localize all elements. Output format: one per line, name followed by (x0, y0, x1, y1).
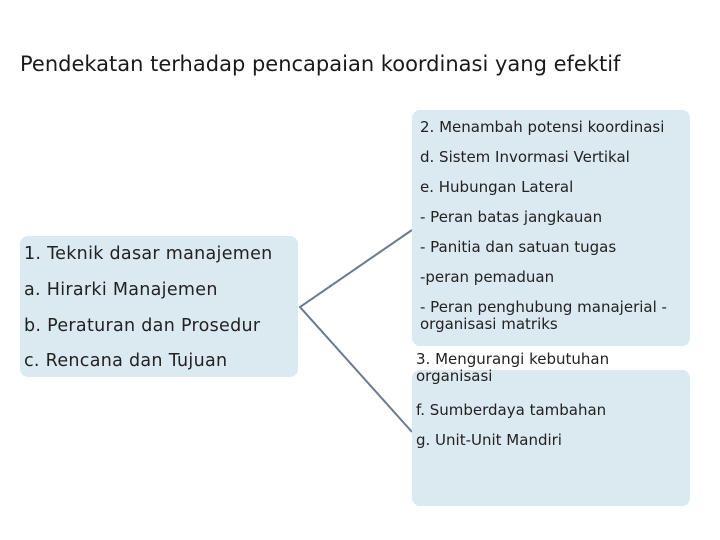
right-top-item-d: d. Sistem Invormasi Vertikal (420, 148, 630, 166)
right-top-item-liaison-matrix: - Peran penghubung manajerial -organisasi matriks (420, 298, 667, 333)
right-top-item-integrator-role: -peran pemaduan (420, 268, 555, 286)
right-top-item-e: e. Hubungan Lateral (420, 178, 574, 196)
left-item-c: c. Rencana dan Tujuan (24, 351, 228, 371)
right-top-box-increase-potential (412, 110, 690, 346)
right-top-item-heading: 2. Menambah potensi koordinasi (420, 118, 665, 136)
right-top-item-task-force: - Panitia dan satuan tugas (420, 238, 617, 256)
right-bottom-item-f: f. Sumberdaya tambahan (416, 401, 607, 419)
left-item-heading: 1. Teknik dasar manajemen (24, 244, 273, 264)
right-bottom-item-g: g. Unit-Unit Mandiri (416, 431, 562, 449)
left-item-a: a. Hirarki Manajemen (24, 280, 218, 300)
right-bottom-item-heading: 3. Mengurangi kebutuhan organisasi (416, 350, 610, 385)
right-top-item-boundary-role: - Peran batas jangkauan (420, 208, 603, 226)
left-item-b: b. Peraturan dan Prosedur (24, 316, 261, 336)
slide-title: Pendekatan terhadap pencapaian koordinasi yang efektif (20, 52, 621, 76)
